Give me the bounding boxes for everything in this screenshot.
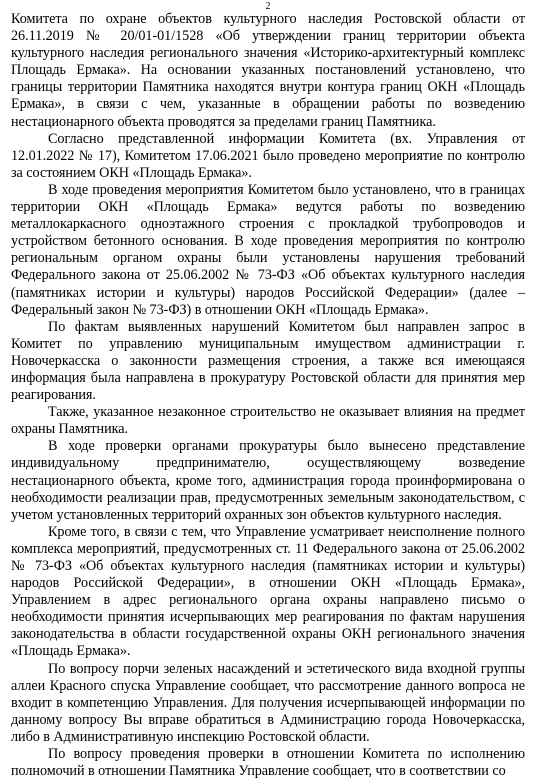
paragraph-inspection-findings: В ходе проведения мероприятия Комитетом было установлено, что в границах территории ОКН «Площадь Ермака» ведутся работы по возведению металлокаркасного одноэтажного строения с прокладкой трубопроводов и устройством бетонного основания. В ходе проведения мероприятия по контролю региональным органом охраны были установлены нарушения требований Федерального закона от 25.06.2002 № 73-ФЗ «Об объектах культурного наследия (памятниках истории и культуры) народов Российской Федерации» (далее – Федеральный закон № 73-ФЗ) в отношении ОКН «Площадь Ермака». [11, 181, 525, 318]
page-number: 2 [265, 1, 271, 12]
paragraph-committee-info: Согласно представленной информации Комитета (вх. Управления от 12.01.2022 № 17), Комитетом 17.06.2021 было проведено мероприятие по контролю за состоянием ОКН «Площадь Ермака». [11, 130, 525, 181]
paragraph-committee-check: По вопросу проведения проверки в отношении Комитета по исполнению полномочий в отношении Памятника Управление сообщает, что в соответствии со [11, 746, 525, 780]
paragraph-no-influence: Также, указанное незаконное строительство не оказывает влияния на предмет охраны Памятника. [11, 404, 525, 438]
paragraph-request-sent: По фактам выявленных нарушений Комитетом был направлен запрос в Комитет по управлению муниципальным имуществом администрации г. Новочеркасска о законности размещения строения, а также вся имеющаяся информация была направлена в прокуратуру Ростовской области для принятия мер реагирования. [11, 318, 525, 404]
document-body [11, 11, 525, 780]
paragraph-continuation: Комитета по охране объектов культурного наследия Ростовской области от 26.11.2019 № 20/01-01/1528 «Об утверждении границ территории объекта культурного наследия регионального значения «Историко-архитектурный комплекс Площадь Ермака». На основании указанных постановлений установлено, что границы территории Памятника находятся внутри контура границ ОКН «Площадь Ермака», в связи с чем, указанные в обращении работы по возведению нестационарного объекта проводятся за пределами границ Памятника. [11, 11, 525, 130]
paragraph-green-spaces: По вопросу порчи зеленых насаждений и эстетического вида входной группы аллеи Красного спуска Управление сообщает, что рассмотрение данного вопроса не входит в компетенцию Управления. Для получения исчерпывающей информации по данному вопросу Вы вправе обратиться в Администрацию города Новочеркасска, либо в Административную инспекцию Ростовской области. [11, 660, 525, 745]
paragraph-prosecutor-review: В ходе проверки органами прокуратуры было вынесено представление индивидуальному предпринимателю, осуществляющему возведение нестационарного объекта, кроме того, администрация города проинформирована о необходимости реализации прав, предусмотренных земельным законодательством, с учетом установленных территорий охранных зон объектов культурного наследия. [11, 438, 525, 523]
paragraph-letter-sent: Кроме того, в связи с тем, что Управление усматривает неисполнение полного комплекса мероприятий, предусмотренных ст. 11 Федерального закона от 25.06.2002 № 73-ФЗ «Об объектах культурного наследия (памятниках истории и культуры) народов Российской Федерации», в отношении ОКН «Площадь Ермака», Управлением в адрес регионального органа охраны направлено письмо о необходимости принятия исчерпывающих мер реагирования по фактам нарушения законодательства в области государственной охраны ОКН регионального значения «Площадь Ермака». [11, 523, 525, 660]
